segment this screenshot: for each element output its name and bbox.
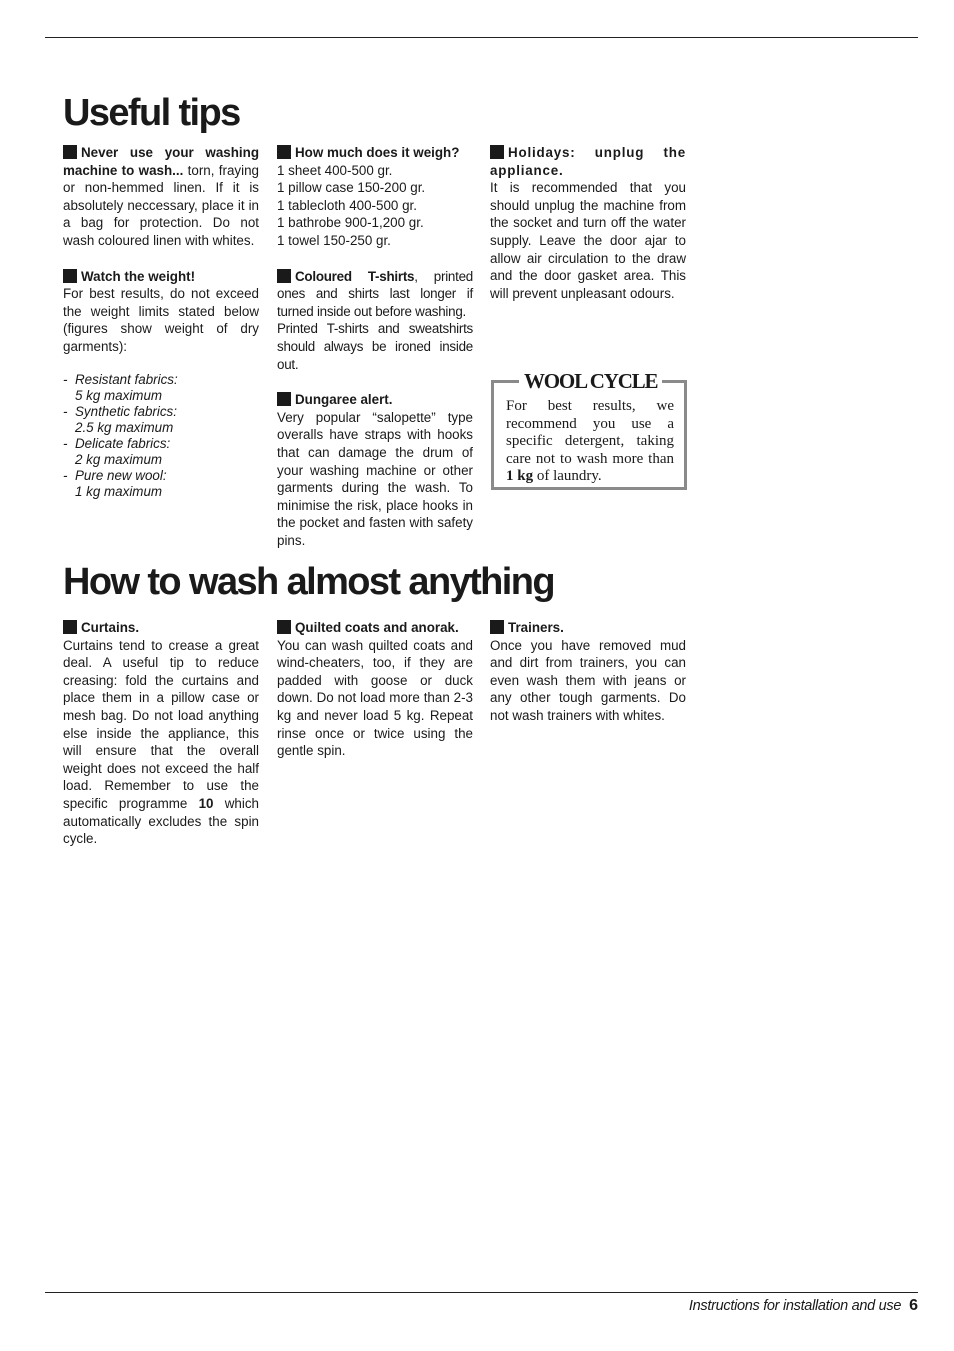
page-footer bbox=[689, 1297, 918, 1315]
watch-weight-tip bbox=[63, 268, 259, 356]
weight-limit: 5 kg maximum bbox=[75, 387, 163, 403]
list-item bbox=[63, 468, 259, 500]
programme-number: 10 bbox=[198, 795, 214, 811]
weigh-item: 1 towel 150-250 gr. bbox=[277, 232, 391, 248]
dungaree-title: Dungaree alert. bbox=[295, 392, 393, 408]
bottom-rule bbox=[45, 1292, 918, 1293]
fabric-type: Resistant fabrics: bbox=[75, 371, 178, 387]
trainers-title: Trainers. bbox=[508, 620, 564, 635]
bullet-square-icon bbox=[277, 145, 291, 159]
curtains-body: Curtains tend to crease a great deal. A useful tip to reduce creasing: fold the curtains and place them in a pillow case or mesh bag. Do not load anything else inside the appliance, this will ensure that the overall weight does not exceed the half load. Remember to use the specific programme bbox=[63, 637, 259, 811]
fabric-type: Synthetic fabrics: bbox=[75, 403, 177, 419]
useful-tips-heading: Useful tips bbox=[63, 92, 240, 134]
holidays-tip bbox=[490, 144, 686, 302]
tips-column-2 bbox=[277, 144, 473, 567]
list-item bbox=[63, 404, 259, 436]
wool-cycle-box bbox=[491, 369, 687, 490]
curtains-tip bbox=[63, 619, 259, 848]
bullet-square-icon bbox=[277, 620, 291, 634]
list-dash: - bbox=[63, 435, 68, 451]
weigh-item: 1 sheet 400-500 gr. bbox=[277, 162, 393, 178]
tips-column-3 bbox=[490, 144, 686, 320]
quilted-tip bbox=[277, 619, 473, 760]
weight-limit-list bbox=[63, 372, 259, 500]
dungaree-tip bbox=[277, 391, 473, 549]
weight-limit: 1 kg maximum bbox=[75, 483, 163, 499]
weigh-item: 1 bathrobe 900-1,200 gr. bbox=[277, 215, 424, 231]
weigh-title: How much does it weigh? bbox=[295, 145, 460, 160]
bullet-square-icon bbox=[277, 269, 291, 283]
bullet-square-icon bbox=[490, 145, 504, 159]
wool-cycle-text-after: of laundry. bbox=[533, 468, 602, 484]
quilted-body: You can wash quilted coats and wind-cheaters, too, if they are padded with goose or duck down. Do not load more than 2-3 kg and never load 5 kg. Repeat rinse once or twice using the gentle spin. bbox=[277, 637, 473, 759]
curtains-title: Curtains. bbox=[81, 620, 140, 635]
holidays-body: It is recommended that you should unplug the machine from the socket and turn off the water supply. Leave the door ajar to allow air circulation to the draw and the door gasket area. This will prevent unpleasant odours. bbox=[490, 180, 686, 301]
bullet-square-icon bbox=[277, 392, 291, 406]
fabric-type: Pure new wool: bbox=[75, 467, 167, 483]
trainers-body: Once you have removed mud and dirt from trainers, you can even wash them with jeans or any other tough garments. Do not wash trainers with whites. bbox=[490, 637, 686, 723]
list-item bbox=[63, 436, 259, 468]
tshirts-tip bbox=[277, 268, 473, 321]
quilted-title: Quilted coats and anorak. bbox=[295, 620, 459, 635]
wash-column-1 bbox=[63, 619, 259, 866]
dungaree-body: Very popular “salopette” type overalls have straps with hooks that can damage the drum of your washing machine or other garments during the wash. To minimise the risk, place hooks in the pocket and fasten with safety pins. bbox=[277, 409, 473, 548]
list-dash: - bbox=[63, 371, 68, 387]
wool-cycle-weight: 1 kg bbox=[506, 468, 534, 484]
watch-weight-body: For best results, do not exceed the weight limits stated below (figures show weight of dry garments): bbox=[63, 286, 259, 354]
tips-column-1 bbox=[63, 144, 259, 500]
wool-cycle-text bbox=[506, 398, 674, 486]
fabric-type: Delicate fabrics: bbox=[75, 435, 171, 451]
wash-column-2 bbox=[277, 619, 473, 778]
top-rule bbox=[45, 37, 918, 38]
list-dash: - bbox=[63, 467, 68, 483]
list-item bbox=[63, 372, 259, 404]
wool-cycle-text-before: For best results, we recommend you use a specific detergent, taking care not to wash more than bbox=[506, 398, 674, 467]
bullet-square-icon bbox=[63, 269, 77, 283]
tshirts-body-2: Printed T-shirts and sweatshirts should always be ironed inside out. bbox=[277, 321, 473, 372]
curtains-body-end: which automatically excludes the spin cycle. bbox=[63, 795, 259, 847]
watch-weight-title: Watch the weight! bbox=[81, 268, 196, 284]
wool-cycle-title: WOOL CYCLE bbox=[519, 370, 662, 392]
bullet-square-icon bbox=[63, 145, 77, 159]
page-number: 6 bbox=[909, 1297, 918, 1314]
list-dash: - bbox=[63, 403, 68, 419]
weight-limit: 2 kg maximum bbox=[75, 451, 163, 467]
bullet-square-icon bbox=[490, 620, 504, 634]
weigh-item: 1 pillow case 150-200 gr. bbox=[277, 180, 426, 196]
bullet-square-icon bbox=[63, 620, 77, 634]
weight-limit: 2.5 kg maximum bbox=[75, 419, 174, 435]
never-use-tip bbox=[63, 144, 259, 250]
tshirts-body: , printed ones and shirts last longer if turned inside out before washing. bbox=[277, 268, 473, 319]
never-use-body: torn, fraying or non-hemmed linen. If it is absolutely neccessary, place it in a bag for protection. Do not wash coloured linen with whites. bbox=[63, 162, 259, 248]
trainers-tip bbox=[490, 619, 686, 725]
how-to-wash-heading: How to wash almost anything bbox=[63, 561, 554, 603]
weigh-tip bbox=[277, 144, 473, 250]
weigh-item: 1 tablecloth 400-500 gr. bbox=[277, 197, 417, 213]
wash-column-3 bbox=[490, 619, 686, 743]
holidays-title: Holidays: unplug the appliance. bbox=[490, 145, 686, 178]
tshirts-title: Coloured T-shirts bbox=[295, 268, 415, 284]
footer-text: Instructions for installation and use bbox=[688, 1298, 902, 1314]
never-use-title: Never use your washing machine to wash... bbox=[63, 145, 259, 178]
